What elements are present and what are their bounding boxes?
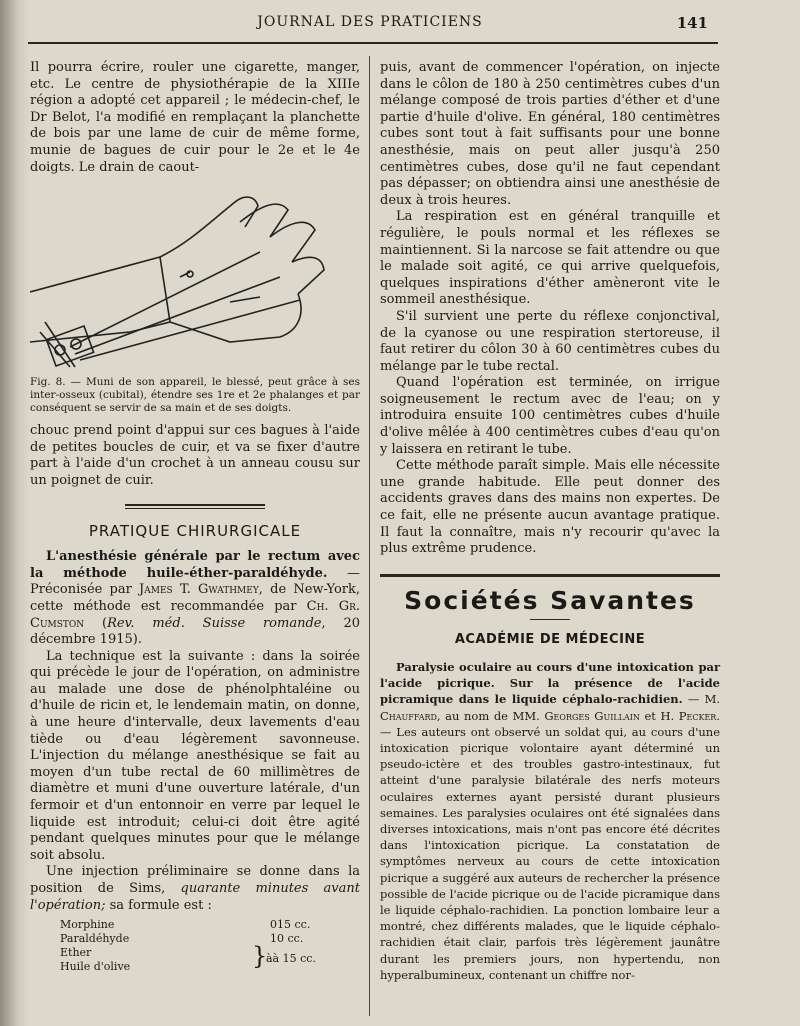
journal-reference: Rev. méd. Suisse romande	[107, 615, 322, 631]
report-paragraph	[380, 659, 720, 983]
report-text: et	[639, 708, 661, 723]
section-heading: PRATIQUE CHIRURGICALE	[88, 521, 302, 540]
hand-illustration	[30, 182, 360, 372]
technique-paragraph: La technique est la suivante : dans la soirée qui précède le jour de l'opération, on administre au malade une dose de phénolphtaléine ou d'huile de ricin et, le lendemain matin, on donne, à une heure d'intervalle, deux lavements d'eau tiède ou d'eau légèrement savonneuse. L'injection du mélange anesthésique se fait au moyen d'un tube rectal de 60 millimètres de diamètre et muni d'une ouverture latérale, d'un fermoir et d'un entonnoir en verre par lequel le liquide est introduit; celui-ci doit être agité pendant quelques minutes pour que le mélange soit absolu.	[30, 648, 360, 863]
formula-row	[60, 918, 360, 932]
author-name: Georges Guillain	[544, 708, 640, 723]
formula-brace-qty: àà 15 cc.	[266, 952, 316, 966]
after-figure-paragraph: chouc prend point d'appui sur ces bagues à l'aide de petites boucles de cuir, et va se fixer d'autre part à l'aide d'un crochet à un anneau cousu sur un poignet de cuir.	[30, 423, 360, 488]
formula-name: Huile d'olive	[60, 960, 131, 974]
author-name: Ch. Gr. Cumston	[30, 598, 360, 631]
hand-splint-figure	[30, 182, 360, 372]
formula-name: Morphine	[60, 918, 115, 932]
article-lead	[30, 549, 360, 649]
journal-title: JOURNAL DES PRATICIENS	[257, 14, 483, 30]
formula-qty: 10 cc.	[270, 932, 304, 946]
report-text: , au nom de MM.	[436, 708, 545, 723]
report-text: — M.	[682, 692, 721, 707]
injection-text-2: sa formule est :	[105, 897, 212, 913]
formula-name: Ether	[60, 946, 92, 960]
section-rule	[380, 574, 720, 577]
article-intro-3: (	[84, 615, 108, 631]
author-name: H. Pecker	[660, 708, 717, 723]
formula-row	[60, 932, 360, 946]
figure-caption: Fig. 8. — Muni de son appareil, le blessé, peut grâce à ses inter-osseux (cubital), étendre ses 1re et 2e phalanges et par conséquent se servir de sa main et de ses doigts.	[30, 376, 360, 415]
author-name: Chauffard	[380, 708, 437, 723]
article-intro-2: , de New-York, cette méthode est recommandée par	[30, 582, 360, 614]
paragraph: La respiration est en général tranquille et régulière, le pouls normal et les réflexes se maintiennent. Si la narcose se fait attendre ou que le malade soit agité, ce qui arrive quelquefois, quelques inspirations d'éther amèneront vite le sommeil anesthésique.	[380, 209, 720, 308]
header-rule	[28, 42, 718, 44]
formula-name: Paraldéhyde	[60, 932, 130, 946]
article-intro-4: , 20 décembre 1915).	[30, 615, 360, 648]
formula-brace: }	[252, 942, 268, 971]
paragraph: Quand l'opération est terminée, on irrigue soigneusement le rectum avec de l'eau; on y introduira ensuite 100 centimètres cubes d'huile d'olive mêlée à 400 centimètres cubes d'eau qu'on y laissera en retirant le tube.	[380, 375, 720, 457]
paragraph: puis, avant de commencer l'opération, on injecte dans le côlon de 180 à 250 centimètres cubes d'un mélange composé de trois parties d'éther et d'une partie d'huile d'olive. En général, 180 centimètres cubes sont tout à fait suffisants pour une bonne anesthésie, mais on peut aller jusqu'à 250 centimètres cubes, dose qu'il ne faut cependant pas dépasser; on obtiendra ainsi une anesthésie de deux à trois heures.	[380, 60, 720, 208]
article-intro-1: — Préconisée par	[30, 565, 360, 598]
section-divider	[125, 504, 265, 509]
page-binding-shadow	[0, 0, 30, 1026]
injection-timing: quarante minutes avant l'opération;	[30, 881, 360, 913]
author-name: James T. Gwathmey	[139, 582, 259, 598]
report-text: . — Les auteurs ont observé un soldat qui, au cours d'une intoxication picrique volontaire ayant déterminé un pseudo-ictère et des troubles gastro-intestinaux, fut atteint d'une paralysie bilatérale des nerfs moteurs oculaires externes ayant persisté durant plusieurs semaines. Les paralysies oculaires ont été signalées dans diverses intoxications, mais n'ont pas encore été décrites dans l'intoxication picrique. La constatation de symptômes nerveux au cours de cette intoxication picrique a suggéré aux auteurs de rechercher la présence possible de l'acide picrique ou de l'acide picramique dans le liquide céphalo-rachidien. La ponction lombaire leur a montré, chez différents malades, que le liquide céphalo-rachidien était clair, parfois très légèrement jaunâtre durant les premiers jours, non hypertendu, non hyperalbumineux, contenant un chiffre nor-	[380, 708, 720, 982]
academy-heading: ACADÉMIE DE MÉDECINE	[454, 632, 646, 648]
page-number: 141	[676, 14, 708, 32]
injection-text-1: Une injection préliminaire se donne dans la position de Sims,	[30, 864, 360, 896]
page-header	[0, 14, 800, 44]
left-column	[30, 60, 360, 974]
injection-paragraph	[30, 864, 360, 914]
column-separator	[369, 56, 370, 1016]
formula-list	[30, 918, 360, 974]
formula-qty: 015 cc.	[270, 918, 311, 932]
societes-heading: Sociétés Savantes	[404, 585, 696, 615]
article-title: L'anesthésie générale par le rectum avec la méthode huile-éther-paraldéhyde.	[30, 549, 360, 581]
intro-paragraph: Il pourra écrire, rouler une cigarette, manger, etc. Le centre de physiothérapie de la XIIIe région a adopté cet appareil ; le médecin-chef, le Dr Belot, l'a modifié en remplaçant la planchette de bois par une lame de cuir de même forme, munie de bagues de cuir pour le 2e et le 4e doigts. Le drain de caout-	[30, 60, 360, 175]
right-column	[380, 60, 720, 983]
paragraph: Cette méthode paraît simple. Mais elle nécessite une grande habitude. Elle peut donner des accidents graves dans des mains non expertes. De ce fait, elle ne présente aucun avantage pratique. Il faut la connaître, mais n'y recourir qu'avec la plus extrême prudence.	[380, 458, 720, 557]
paragraph: S'il survient une perte du réflexe conjonctival, de la cyanose ou une respiration stertoreuse, il faut retirer du côlon 30 à 60 centimètres cubes du mélange par le tube rectal.	[380, 308, 720, 374]
report-title: Paralysie oculaire au cours d'une intoxication par l'acide picrique. Sur la présence de l'acide picramique dans le liquide céphalo-rachidien.	[380, 660, 720, 707]
short-divider	[530, 619, 570, 620]
